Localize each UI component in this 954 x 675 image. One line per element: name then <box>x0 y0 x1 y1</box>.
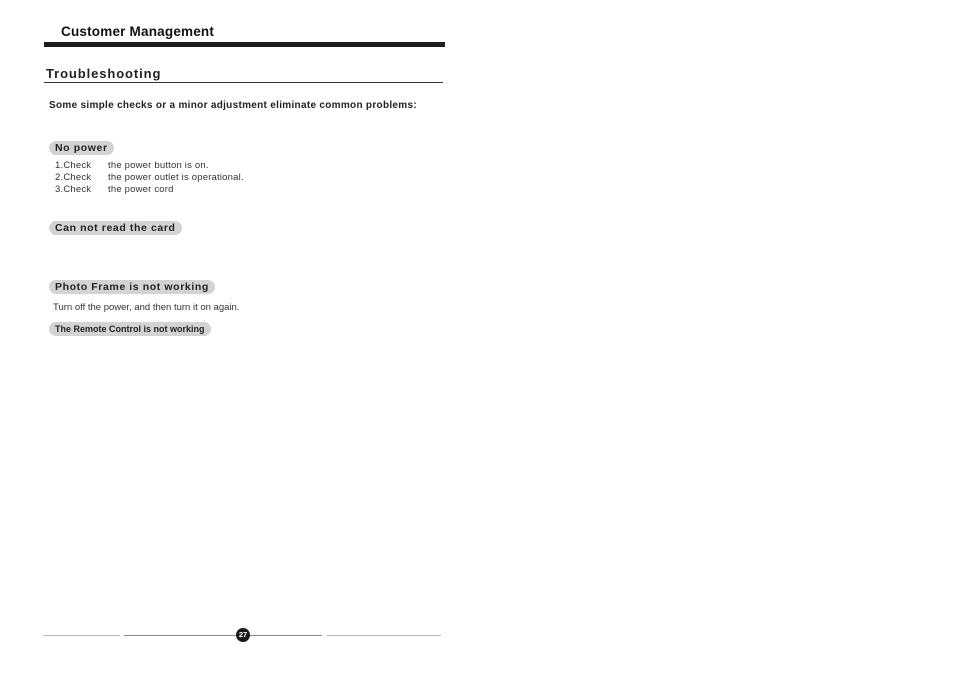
footer-line-center <box>124 635 322 636</box>
title-rule <box>44 82 443 83</box>
page-title: Troubleshooting <box>46 66 162 81</box>
check-2-number: 2.Check <box>55 172 92 183</box>
page-number-badge: 27 <box>236 628 250 642</box>
footer-line-left <box>43 635 120 636</box>
check-2-text: the power outlet is operational. <box>108 172 244 183</box>
problem-frame-label: Photo Frame is not working <box>49 280 215 294</box>
check-1-number: 1.Check <box>55 160 92 171</box>
intro-text: Some simple checks or a minor adjustment eliminate common problems: <box>49 100 417 111</box>
check-3-text: the power cord <box>108 184 174 195</box>
check-1-text: the power button is on. <box>108 160 209 171</box>
section-header: Customer Management <box>61 24 215 39</box>
header-bar <box>44 42 445 47</box>
problem-remote-label: The Remote Control is not working <box>49 322 211 336</box>
problem-card-label: Can not read the card <box>49 221 182 235</box>
check-3-number: 3.Check <box>55 184 92 195</box>
problem-no-power-label: No power <box>49 141 114 155</box>
problem-frame-text: Turn off the power, and then turn it on again. <box>53 302 240 313</box>
footer-line-right <box>327 635 441 636</box>
